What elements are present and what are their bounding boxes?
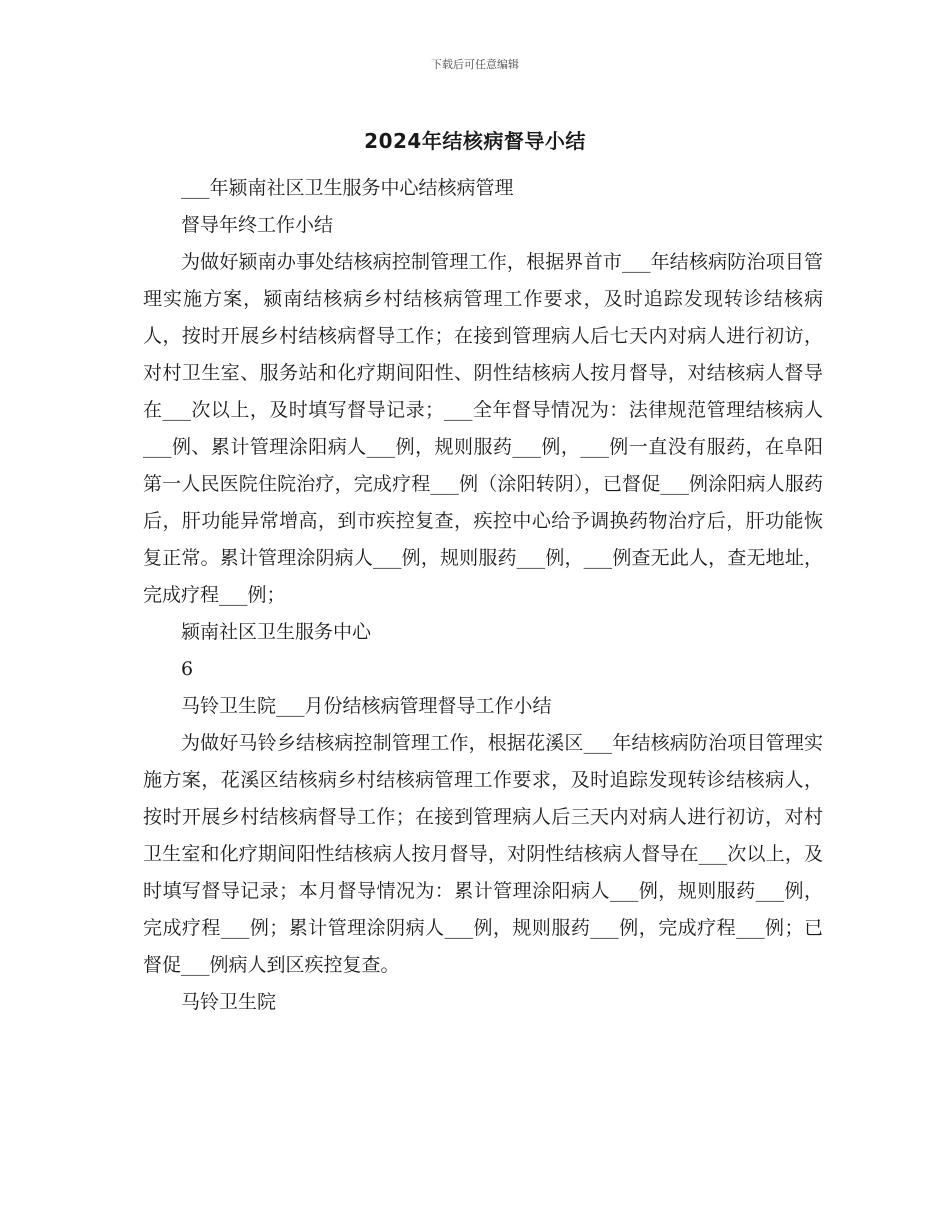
paragraph-heading-2: 马铃卫生院___月份结核病管理督导工作小结: [181, 695, 552, 717]
paragraph-number: 6: [181, 658, 194, 680]
page-title: 2024年结核病督导小结: [364, 129, 586, 153]
paragraph-heading-line-2: 督导年终工作小结: [181, 214, 334, 236]
paragraph-body-1: 为做好颍南办事处结核病控制管理工作，根据界首市___年结核病防治项目管理实施方案，颍南结核病乡村结核病管理工作要求，及时追踪发现转诊结核病人，按时开展乡村结核病督导工作；在接到管理病人后七天内对病人进行初访，对村卫生室、服务站和化疗期间阳性、阴性结核病人按月督导，对结核病人督导在___次以上，及时填写督导记录；___全年督导情况为：法律规范管理结核病人___例、累计管理涂阳病人___例，规则服药___例，___例一直没有服药，在阜阳第一人民医院住院治疗，完成疗程___例（涂阳转阴），已督促___例涂阳病人服药后，肝功能异常增高，到市疾控复查，疾控中心给予调换药物治疗后，肝功能恢复正常。累计管理涂阴病人___例，规则服药___例，___例查无此人，查无地址，完成疗程___例；: [143, 251, 823, 606]
document-body: [143, 170, 823, 1021]
paragraph-signature-1: 颍南社区卫生服务中心: [181, 621, 372, 643]
paragraph-heading-line-1: ___年颍南社区卫生服务中心结核病管理: [181, 177, 514, 199]
header-note: 下载后可任意编辑: [431, 58, 519, 71]
paragraph-signature-2: 马铃卫生院: [181, 991, 277, 1013]
paragraph-body-2: 为做好马铃乡结核病控制管理工作，根据花溪区___年结核病防治项目管理实施方案，花溪区结核病乡村结核病管理工作要求，及时追踪发现转诊结核病人，按时开展乡村结核病督导工作；在接到管理病人后三天内对病人进行初访，对村卫生室和化疗期间阳性结核病人按月督导，对阴性结核病人督导在___次以上，及时填写督导记录；本月督导情况为：累计管理涂阳病人___例，规则服药___例，完成疗程___例；累计管理涂阴病人___例，规则服药___例，完成疗程___例；已督促___例病人到区疾控复查。: [143, 732, 823, 976]
